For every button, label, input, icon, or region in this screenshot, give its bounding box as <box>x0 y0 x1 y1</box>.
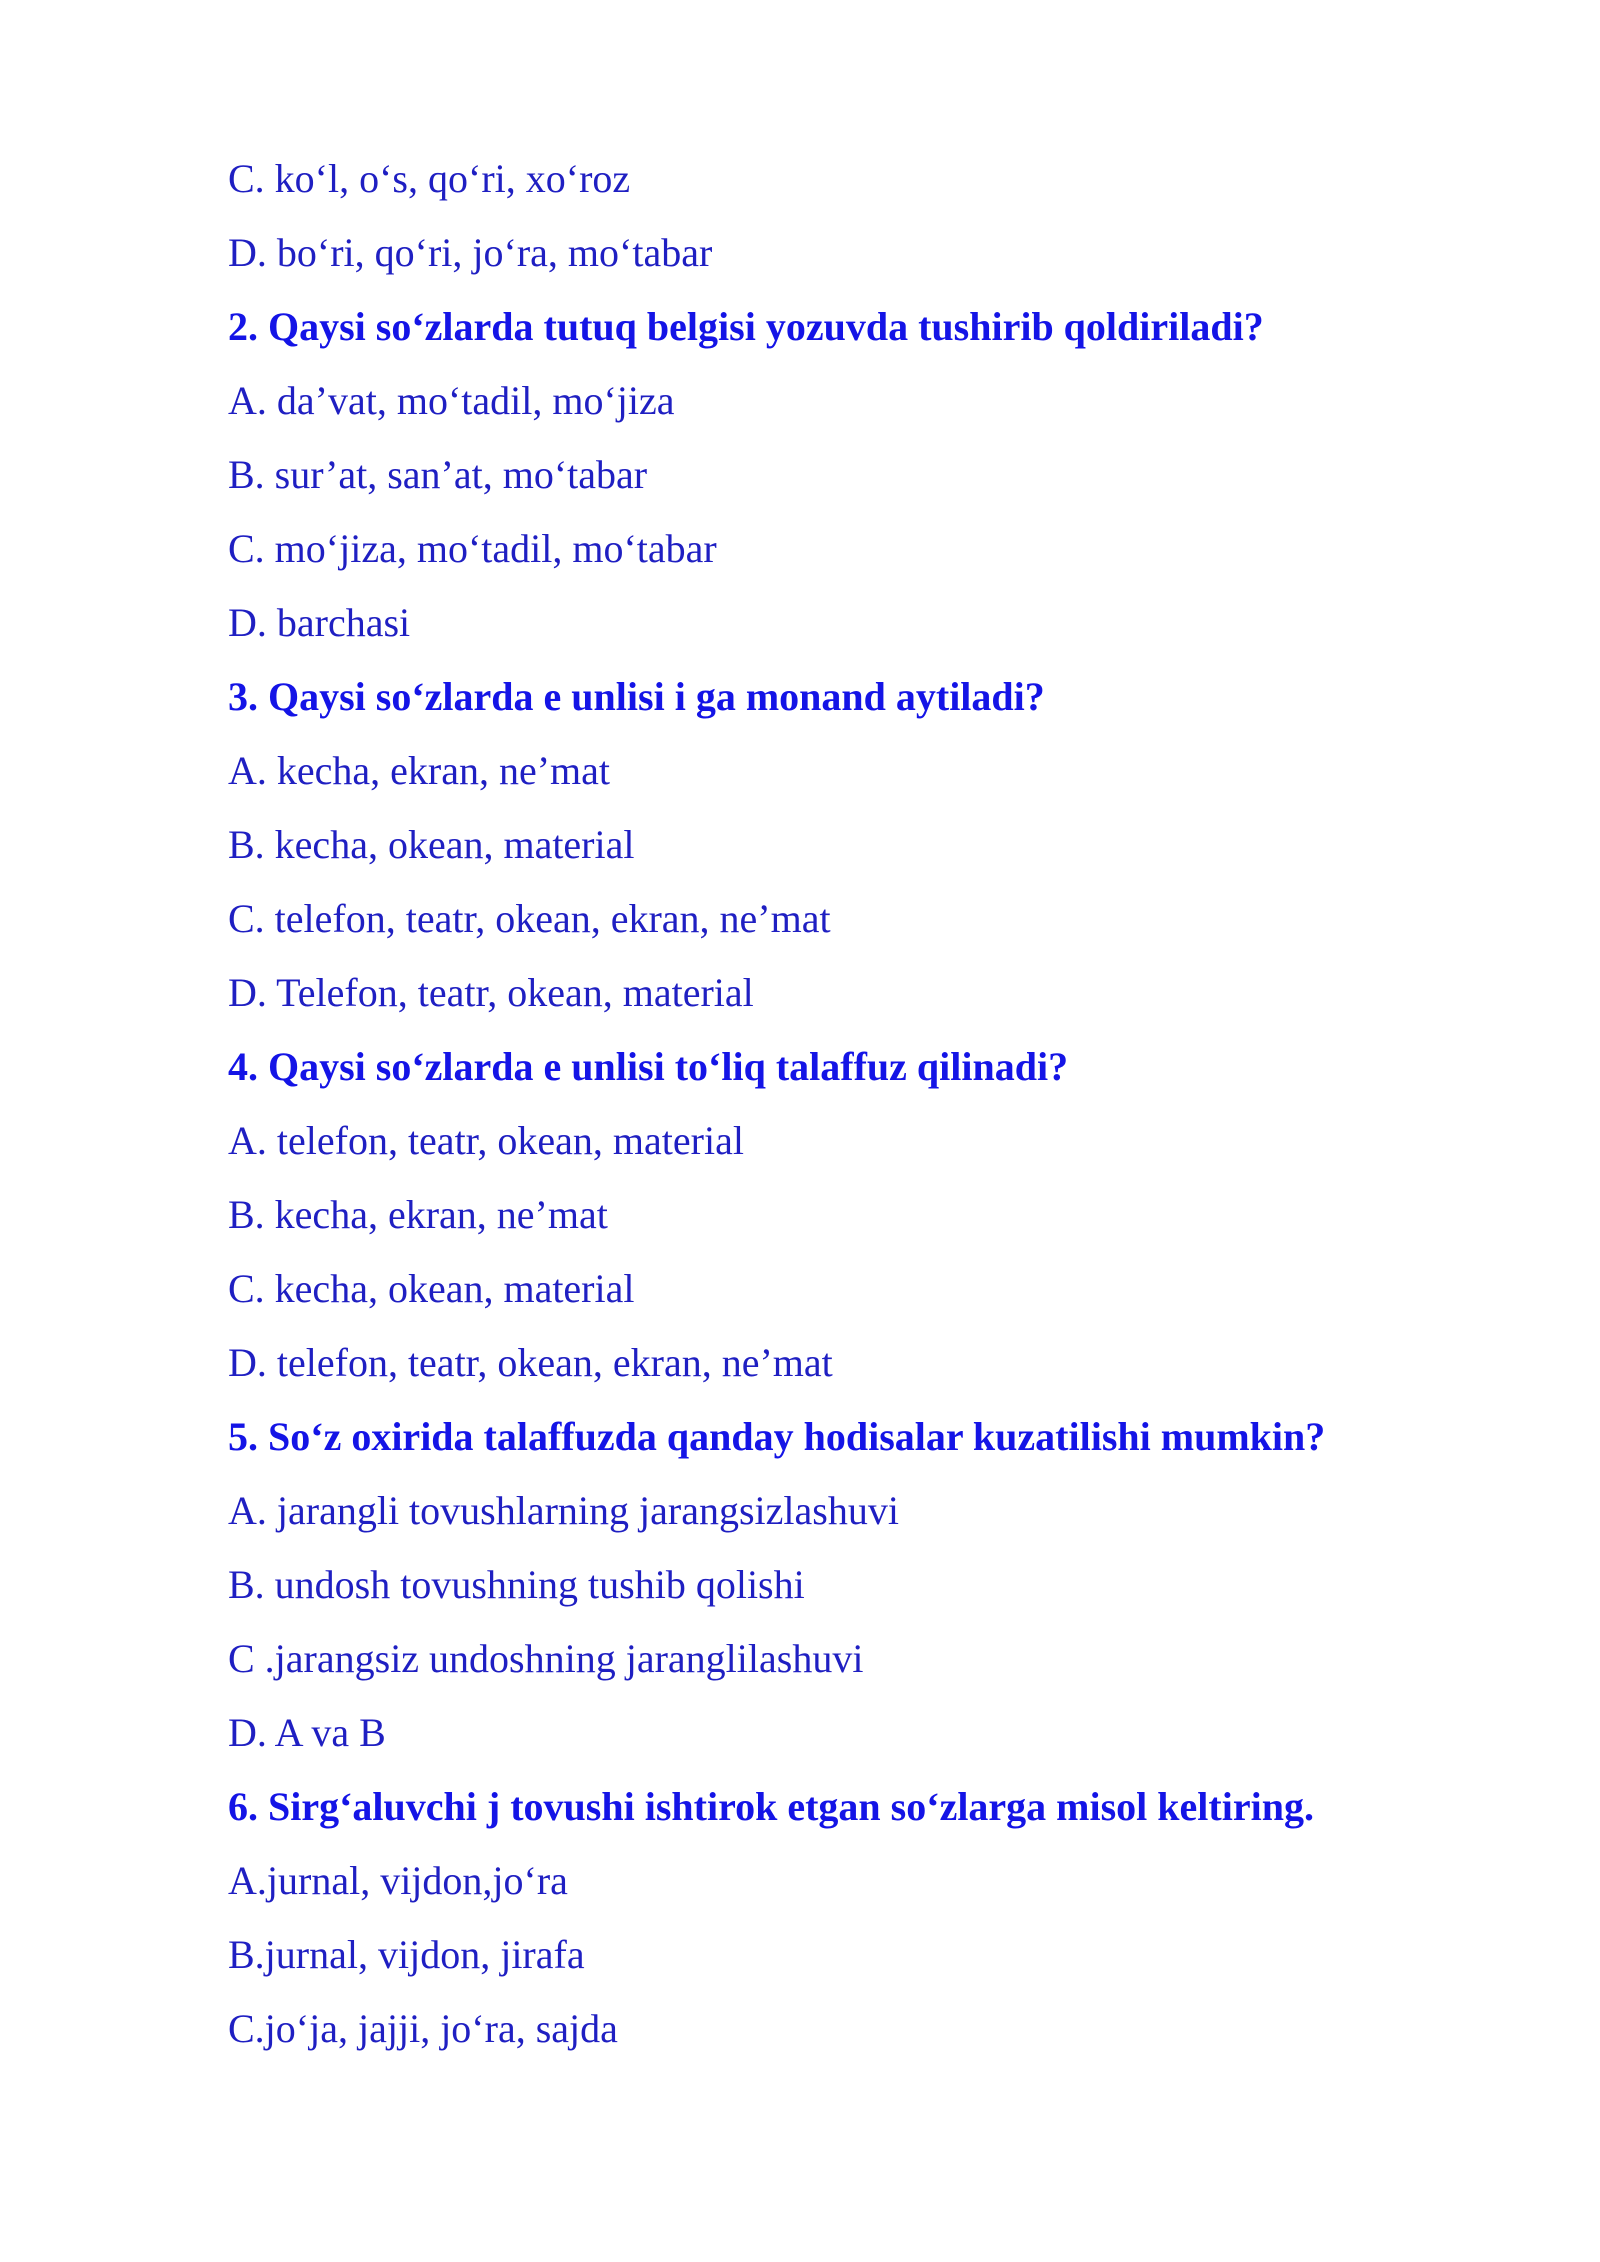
question-6: 6. Sirg‘aluvchi j tovushi ishtirok etgan so‘zlarga misol keltiring. <box>228 1784 1314 1829</box>
answer-option-4a: A. telefon, teatr, okean, material <box>228 1118 744 1163</box>
answer-option-2a: A. da’vat, mo‘tadil, mo‘jiza <box>228 378 675 423</box>
answer-option-4c: C. kecha, okean, material <box>228 1266 635 1311</box>
answer-option-5d: D. A va B <box>228 1710 386 1755</box>
answer-option-6b: B.jurnal, vijdon, jirafa <box>228 1932 585 1977</box>
answer-option-5c: C .jarangsiz undoshning jaranglilashuvi <box>228 1636 864 1681</box>
answer-option-3d: D. Telefon, teatr, okean, material <box>228 970 754 1015</box>
answer-option-2d: D. barchasi <box>228 600 411 645</box>
question-5: 5. So‘z oxirida talaffuzda qanday hodisalar kuzatilishi mumkin? <box>228 1414 1326 1459</box>
answer-option-1d: D. bo‘ri, qo‘ri, jo‘ra, mo‘tabar <box>228 230 713 275</box>
answer-option-2c: C. mo‘jiza, mo‘tadil, mo‘tabar <box>228 526 717 571</box>
question-3: 3. Qaysi so‘zlarda e unlisi i ga monand aytiladi? <box>228 674 1045 719</box>
answer-option-6a: A.jurnal, vijdon,jo‘ra <box>228 1858 568 1903</box>
question-4: 4. Qaysi so‘zlarda e unlisi to‘liq talaffuz qilinadi? <box>228 1044 1069 1089</box>
answer-option-5a: A. jarangli tovushlarning jarangsizlashuvi <box>228 1488 899 1533</box>
question-2: 2. Qaysi so‘zlarda tutuq belgisi yozuvda tushirib qoldiriladi? <box>228 304 1264 349</box>
answer-option-4b: B. kecha, ekran, ne’mat <box>228 1192 608 1237</box>
answer-option-3c: C. telefon, teatr, okean, ekran, ne’mat <box>228 896 831 941</box>
answer-option-6c: C.jo‘ja, jajji, jo‘ra, sajda <box>228 2006 618 2051</box>
quiz-content <box>228 142 1528 2066</box>
answer-option-4d: D. telefon, teatr, okean, ekran, ne’mat <box>228 1340 833 1385</box>
answer-option-3a: A. kecha, ekran, ne’mat <box>228 748 611 793</box>
answer-option-2b: B. sur’at, san’at, mo‘tabar <box>228 452 648 497</box>
answer-option-3b: B. kecha, okean, material <box>228 822 635 867</box>
answer-option-1c: C. ko‘l, o‘s, qo‘ri, xo‘roz <box>228 156 631 201</box>
answer-option-5b: B. undosh tovushning tushib qolishi <box>228 1562 805 1607</box>
